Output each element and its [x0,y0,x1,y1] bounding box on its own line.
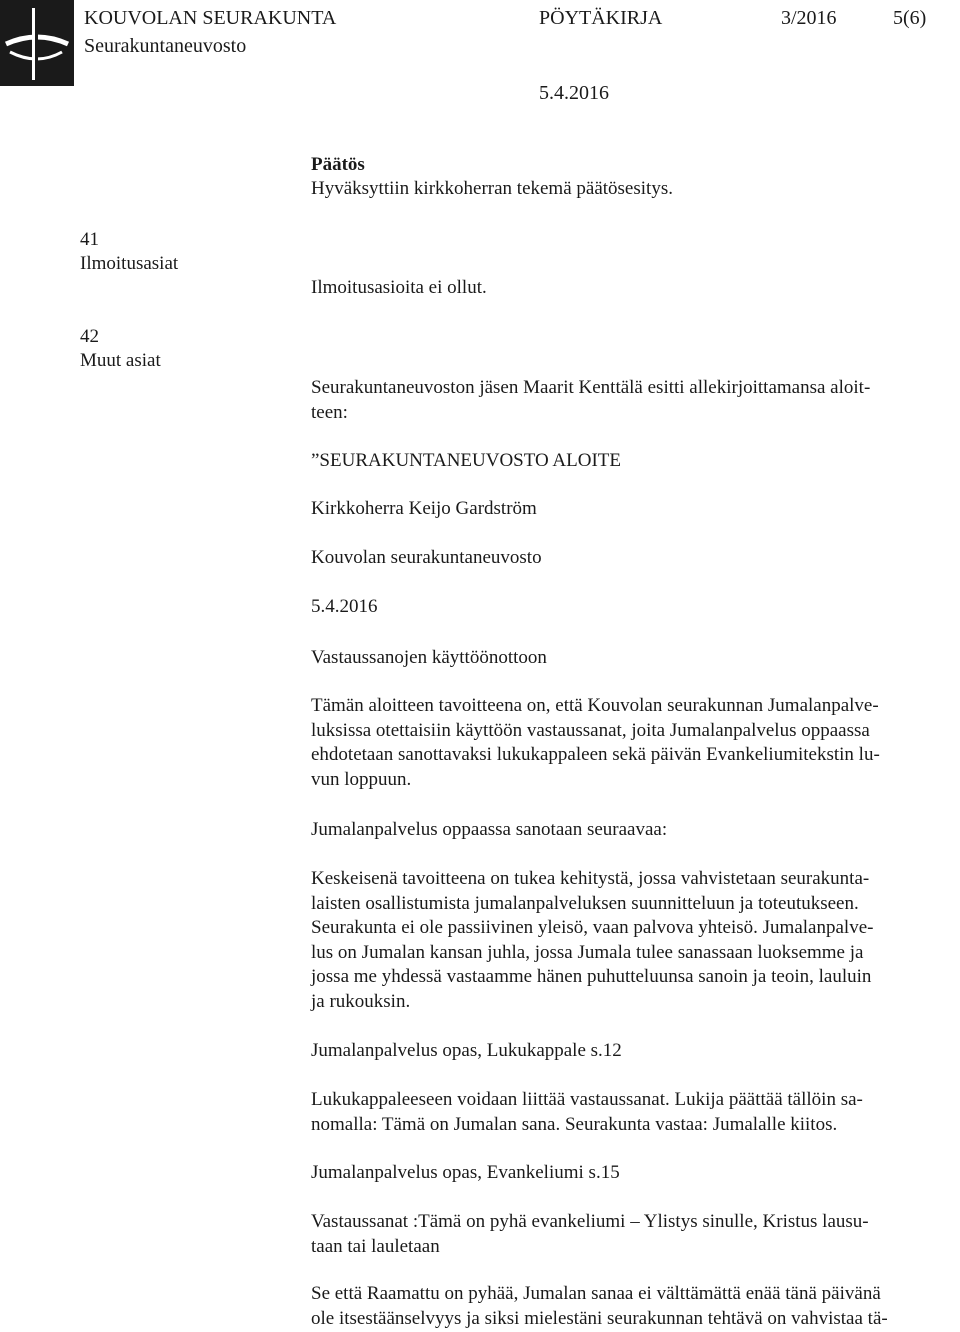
paragraph-4: Jumalanpalvelus opas, Lukukappale s.12 [311,1040,622,1061]
text-line: nomalla: Tämä on Jumalan sana. Seurakunta vastaa: Jumalalle kiitos. [311,1113,838,1135]
paragraph-5 [311,1088,951,1137]
paragraph-8 [311,1282,951,1331]
header-dept: Seurakuntaneuvosto [84,35,247,57]
text-line: Seurakunta ei ole passiivinen yleisö, vaan palvova yhteisö. Jumalanpalve- [311,917,874,938]
initiative-subject: Vastaussanojen käyttöönottoon [311,647,547,668]
header-org: KOUVOLAN SEURAKUNTA [84,7,337,29]
paragraph-1 [311,694,951,792]
text-line: taan tai lauletaan [311,1235,440,1257]
item-41-number: 41 [80,229,99,250]
recipient-org: Kouvolan seurakuntaneuvosto [311,547,542,568]
initiative-date: 5.4.2016 [311,596,378,617]
paragraph-3 [311,867,951,1014]
text-line: luksissa otettaisiin käyttöön vastaussanat, joita Jumalanpalvelus oppaassa [311,719,870,741]
text-line: Keskeisenä tavoitteena on tukea kehitystä, jossa vahvistetaan seurakunta- [311,868,870,889]
recipient: Kirkkoherra Keijo Gardström [311,498,537,519]
text-line: lus on Jumalan kansan juhla, jossa Jumala tulee sanassaan luoksemme ja [311,941,864,963]
item-41-text: Ilmoitusasioita ei ollut. [311,277,487,298]
text-line: vun loppuun. [311,768,412,790]
text-line: Tämän aloitteen tavoitteena on, että Kouvolan seurakunnan Jumalanpalve- [311,695,879,716]
item-41-title: Ilmoitusasiat [80,253,179,274]
intro-paragraph [311,376,951,425]
text-line: Vastaussanat :Tämä on pyhä evankeliumi – Ylistys sinulle, Kristus lausu- [311,1211,869,1232]
text-line: Lukukappaleeseen voidaan liittää vastaussanat. Lukija päättää tällöin sa- [311,1089,863,1110]
paragraph-2: Jumalanpalvelus oppaassa sanotaan seuraavaa: [311,819,668,840]
header-date: 5.4.2016 [539,82,609,104]
text-line: Seurakuntaneuvoston jäsen Maarit Kenttälä esitti allekirjoittamansa aloit- [311,377,871,398]
paragraph-7 [311,1210,951,1259]
church-logo-icon [0,0,74,86]
header-doc-type: PÖYTÄKIRJA [539,7,663,29]
text-line: Se että Raamattu on pyhää, Jumalan sanaa ei välttämättä enää tänä päivänä [311,1283,881,1304]
decision-text: Hyväksyttiin kirkkoherran tekemä päätösesitys. [311,178,673,199]
item-42-number: 42 [80,326,99,347]
item-42-title: Muut asiat [80,350,161,371]
header-doc-number: 3/2016 [781,7,837,29]
paragraph-6: Jumalanpalvelus opas, Evankeliumi s.15 [311,1162,620,1183]
initiative-title: ”SEURAKUNTANEUVOSTO ALOITE [311,450,622,471]
text-line: ehdotetaan sanottavaksi lukukappaleen sekä päivän Evankeliumitekstin lu- [311,744,880,765]
text-line: ole itsestäänselvyys ja siksi mielestäni seurakunnan tehtävä on vahvistaa tä- [311,1307,888,1329]
header-page-number: 5(6) [893,7,927,29]
decision-heading: Päätös [311,154,365,175]
text-line: ja rukouksin. [311,990,411,1012]
text-line: jossa me yhdessä vastaamme hänen puhutteluunsa sanoin ja teoin, lauluin [311,966,872,987]
text-line: laisten osallistumista jumalanpalveluksen suunnitteluun ja toteutukseen. [311,892,859,914]
text-line: teen: [311,401,348,423]
